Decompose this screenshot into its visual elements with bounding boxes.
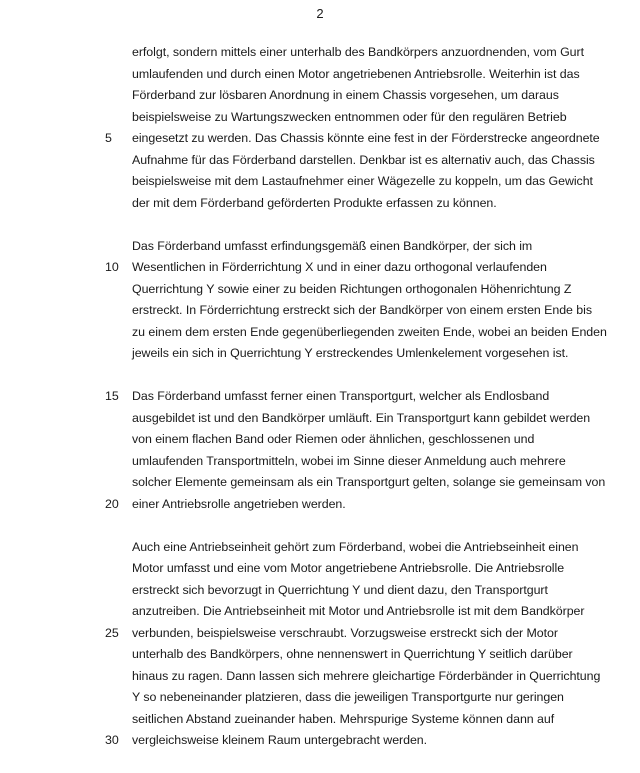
text-line [132,580,552,602]
line-text: seitlichen Abstand zueinander haben. Mehrspurige Systeme können dann auf [132,711,555,726]
line-text: umlaufenden Transportmitteln, wobei im Sinne dieser Anmeldung auch mehrere [132,453,566,468]
line-text: von einem flachen Band oder Riemen oder ähnlichen, geschlossenen und [132,432,535,446]
line-text: erstreckt. In Förderrichtung erstreckt sich der Bandkörper von einem ersten Ende bis [132,303,592,317]
line-text: Das Förderband umfasst ferner einen Transportgurt, welcher als Endlosband [132,389,550,403]
text-line [132,193,552,215]
line-text: eingesetzt zu werden. Das Chassis könnte eine fest in der Förderstrecke angeordnete [132,131,600,145]
text-line [132,472,606,494]
line-text: erstreckt sich bevorzugt in Querrichtung Y und dient dazu, den Transportgurt [132,582,548,597]
line-text: Auch eine Antriebseinheit gehört zum Förderband, wobei die Antriebseinheit einen [132,539,579,554]
page-number: 2 [316,6,324,21]
line-text: zu einem dem ersten Ende gegenüberliegenden zweiten Ende, wobei an beiden Enden [132,324,607,339]
line-text: Querrichtung Y sowie einer zu beiden Richtungen orthogonalen Höhenrichtung Z [132,281,572,296]
text-line [105,730,552,752]
line-text: Das Förderband umfasst erfindungsgemäß einen Bandkörper, der sich im [132,238,533,253]
text-line [132,644,573,666]
line-text: der mit dem Förderband geförderten Produkte erfassen zu können. [132,195,497,210]
text-line [132,64,580,86]
line-text: solcher Elemente gemeinsam als ein Transportgurt gelten, solange sie gemeinsam von [132,475,606,489]
text-line [132,236,552,258]
text-line [132,537,579,559]
line-text: beispielsweise zu Wartungszwecken entnommen oder für den regulären Betrieb [132,109,567,124]
paragraph [105,236,607,365]
text-line [132,558,565,580]
text-line [132,300,592,322]
text-line [132,171,593,193]
text-line [132,687,564,709]
line-number: 15 [105,389,119,403]
line-number: 20 [105,496,119,511]
text-line [132,85,559,107]
line-text: hinaus zu ragen. Dann lassen sich mehrere gleichartige Förderbänder in Querrichtung [132,668,601,683]
text-line [105,257,552,279]
text-line [105,386,552,408]
text-line [105,128,600,150]
text-line [132,429,552,451]
text-line [105,623,558,645]
text-line [132,343,569,365]
text-line [132,451,566,473]
text-line [132,42,584,64]
line-text: Y so nebeneinander platzieren, dass die jeweiligen Transportgurte nur geringen [132,690,564,704]
line-text: Wesentlichen in Förderrichtung X und in einer dazu orthogonal verlaufenden [132,260,547,274]
text-line [132,150,595,172]
line-text: Aufnahme für das Förderband darstellen. Denkbar ist es alternativ auch, das Chassis [132,152,595,167]
line-number: 10 [105,260,119,274]
line-text: unterhalb des Bandkörpers, ohne nennenswert in Querrichtung Y seitlich darüber [132,647,573,661]
text-line [132,107,567,129]
line-number: 30 [105,733,119,747]
line-number: 5 [105,131,112,145]
line-text: Förderband zur lösbaren Anordnung in einem Chassis vorgesehen, um daraus [132,88,559,102]
text-line [132,408,591,430]
line-text: erfolgt, sondern mittels einer unterhalb des Bandkörpers anzuordnenden, vom Gurt [132,45,584,59]
line-text: ausgebildet ist und den Bandkörper umläuft. Ein Transportgurt kann gebildet werden [132,410,591,425]
paragraph [105,42,600,214]
line-text: vergleichsweise kleinem Raum untergebracht werden. [132,733,428,747]
text-line [132,666,601,688]
document-body [105,42,607,773]
line-text: anzutreiben. Die Antriebseinheit mit Motor und Antriebsrolle ist mit dem Bandkörper [132,604,585,618]
paragraph [105,537,601,752]
text-line [132,279,572,301]
text-line [132,322,607,344]
line-text: jeweils ein sich in Querrichtung Y erstreckendes Umlenkelement vorgesehen ist. [132,346,569,360]
paragraph [105,386,606,515]
text-line [132,709,555,731]
line-text: verbunden, beispielsweise verschraubt. Vorzugsweise erstreckt sich der Motor [132,625,558,640]
line-text: einer Antriebsrolle angetrieben werden. [132,496,346,511]
line-text: Motor umfasst und eine vom Motor angetriebene Antriebsrolle. Die Antriebsrolle [132,561,565,575]
text-line [105,494,552,516]
text-line [132,601,585,623]
line-text: umlaufenden und durch einen Motor angetriebenen Antriebsrolle. Weiterhin ist das [132,66,580,81]
line-text: beispielsweise mit dem Lastaufnehmer einer Wägezelle zu koppeln, um das Gewicht [132,174,593,188]
line-number: 25 [105,625,119,640]
